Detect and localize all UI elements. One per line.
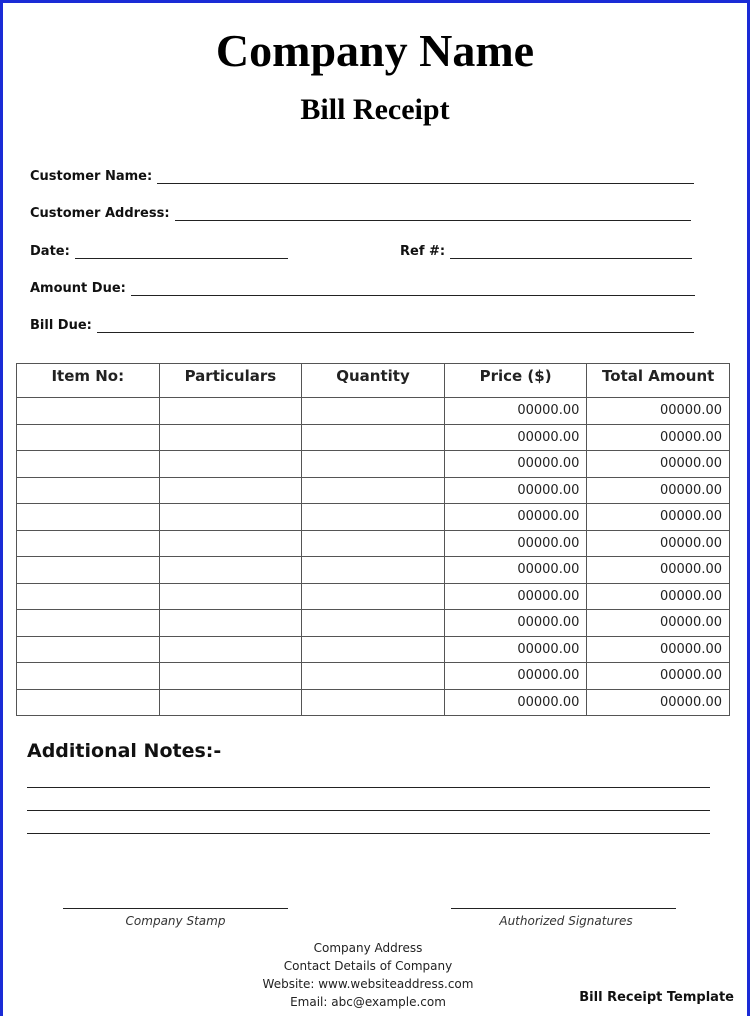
cell-quantity[interactable] [302,583,445,610]
cell-item-no[interactable] [17,424,160,451]
date-label: Date: [30,244,70,259]
cell-particulars[interactable] [159,557,302,584]
cell-price[interactable]: 00000.00 [444,451,587,478]
authorized-signature-line [451,908,676,909]
company-name: Company Name [215,25,535,76]
cell-item-no[interactable] [17,689,160,716]
table-row [17,424,730,451]
note-line[interactable] [27,787,710,788]
cell-total-amount[interactable]: 00000.00 [587,557,730,584]
cell-total-amount[interactable]: 00000.00 [587,398,730,425]
customer-name-label: Customer Name: [30,169,153,184]
cell-item-no[interactable] [17,636,160,663]
cell-particulars[interactable] [159,636,302,663]
footer-website[interactable]: Website: www.websiteaddress.com [262,977,474,991]
bill-due-field[interactable] [30,318,694,334]
col-item-no: Item No: [17,364,160,398]
table-row [17,663,730,690]
ref-field[interactable] [400,244,692,260]
cell-particulars[interactable] [159,398,302,425]
customer-address-label: Customer Address: [30,206,170,221]
cell-particulars[interactable] [159,663,302,690]
table-row [17,398,730,425]
cell-quantity[interactable] [302,636,445,663]
cell-particulars[interactable] [159,583,302,610]
cell-quantity[interactable] [302,663,445,690]
cell-total-amount[interactable]: 00000.00 [587,504,730,531]
amount-due-line [131,283,695,296]
table-row [17,636,730,663]
additional-notes-title: Additional Notes:- [27,740,222,762]
cell-quantity[interactable] [302,610,445,637]
table-row [17,583,730,610]
table-row [17,504,730,531]
cell-particulars[interactable] [159,504,302,531]
cell-quantity[interactable] [302,451,445,478]
cell-price[interactable]: 00000.00 [444,610,587,637]
cell-item-no[interactable] [17,477,160,504]
company-stamp-label: Company Stamp [125,914,226,928]
ref-line [450,246,692,259]
cell-total-amount[interactable]: 00000.00 [587,583,730,610]
cell-quantity[interactable] [302,424,445,451]
cell-price[interactable]: 00000.00 [444,583,587,610]
cell-total-amount[interactable]: 00000.00 [587,663,730,690]
cell-total-amount[interactable]: 00000.00 [587,424,730,451]
note-line[interactable] [27,833,710,834]
ref-label: Ref #: [400,244,446,259]
col-total-amount: Total Amount [587,364,730,398]
cell-particulars[interactable] [159,530,302,557]
cell-total-amount[interactable]: 00000.00 [587,451,730,478]
items-table [16,363,730,716]
cell-item-no[interactable] [17,451,160,478]
customer-name-field[interactable] [30,169,694,185]
cell-price[interactable]: 00000.00 [444,424,587,451]
cell-particulars[interactable] [159,424,302,451]
cell-item-no[interactable] [17,504,160,531]
cell-quantity[interactable] [302,504,445,531]
footer-address: Company Address [313,941,423,955]
footer-contact: Contact Details of Company [283,959,453,973]
cell-item-no[interactable] [17,530,160,557]
date-field[interactable] [30,244,288,260]
table-row [17,477,730,504]
col-quantity: Quantity [302,364,445,398]
receipt-title: Bill Receipt [300,93,450,126]
cell-price[interactable]: 00000.00 [444,477,587,504]
cell-particulars[interactable] [159,451,302,478]
cell-price[interactable]: 00000.00 [444,398,587,425]
cell-price[interactable]: 00000.00 [444,557,587,584]
cell-total-amount[interactable]: 00000.00 [587,477,730,504]
table-row [17,610,730,637]
amount-due-label: Amount Due: [30,281,126,296]
cell-particulars[interactable] [159,689,302,716]
cell-item-no[interactable] [17,557,160,584]
bill-due-line [97,320,694,333]
cell-quantity[interactable] [302,477,445,504]
cell-total-amount[interactable]: 00000.00 [587,636,730,663]
cell-price[interactable]: 00000.00 [444,636,587,663]
customer-name-line [157,171,694,184]
customer-address-field[interactable] [30,206,691,222]
cell-quantity[interactable] [302,398,445,425]
table-row [17,451,730,478]
date-line [75,246,288,259]
table-row [17,530,730,557]
cell-price[interactable]: 00000.00 [444,504,587,531]
cell-quantity[interactable] [302,557,445,584]
cell-total-amount[interactable]: 00000.00 [587,689,730,716]
table-header-row [17,364,730,398]
cell-item-no[interactable] [17,583,160,610]
col-particulars: Particulars [159,364,302,398]
cell-item-no[interactable] [17,398,160,425]
cell-quantity[interactable] [302,530,445,557]
note-line[interactable] [27,810,710,811]
cell-total-amount[interactable]: 00000.00 [587,530,730,557]
cell-quantity[interactable] [302,689,445,716]
bill-due-label: Bill Due: [30,318,92,333]
cell-particulars[interactable] [159,610,302,637]
company-stamp-line [63,908,288,909]
cell-price[interactable]: 00000.00 [444,663,587,690]
cell-price[interactable]: 00000.00 [444,689,587,716]
footer-email[interactable]: Email: abc@example.com [290,995,446,1009]
amount-due-field[interactable] [30,281,695,297]
cell-total-amount[interactable]: 00000.00 [587,610,730,637]
template-label: Bill Receipt Template [579,990,734,1005]
cell-particulars[interactable] [159,477,302,504]
table-row [17,557,730,584]
col-price: Price ($) [444,364,587,398]
customer-address-line [175,208,691,221]
table-row [17,689,730,716]
cell-item-no[interactable] [17,663,160,690]
cell-item-no[interactable] [17,610,160,637]
cell-price[interactable]: 00000.00 [444,530,587,557]
authorized-signature-label: Authorized Signatures [499,914,633,928]
